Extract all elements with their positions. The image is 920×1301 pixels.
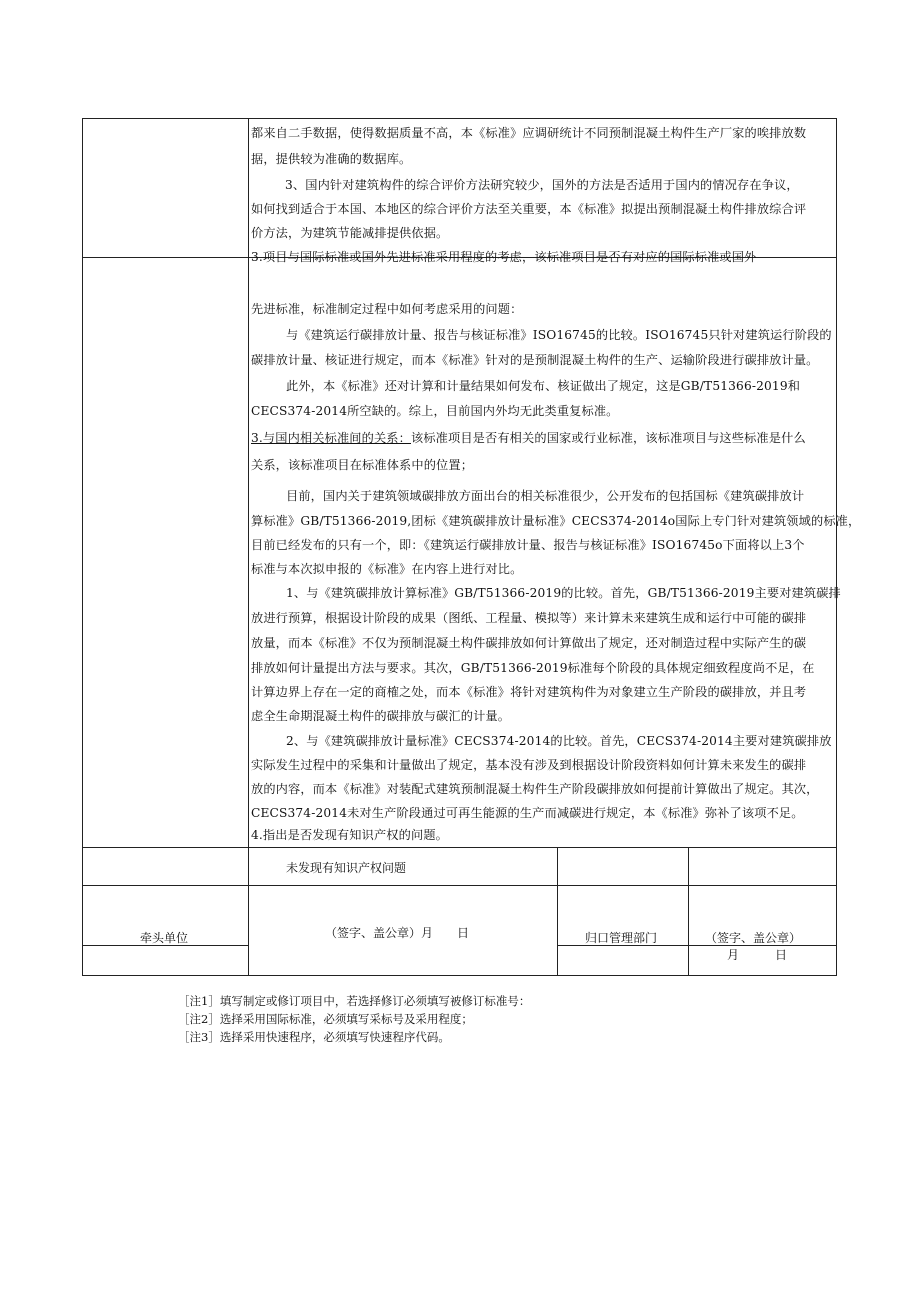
upper-line-2: 据，提供较为准确的数据库。 (251, 152, 412, 166)
domestic-relation-question: 该标准项目是否有相关的国家或行业标准，该标准项目与这些标准是什么 (410, 431, 806, 445)
domestic-relation-heading: 3.与国内相关标准间的关系： (251, 431, 411, 445)
lead-unit-sign-date: （签字、盖公章）月 日 (325, 926, 470, 940)
upper-line-4: 如何找到适合于本国、本地区的综合评价方法至关重要，本《标准》拟提出预制混凝土构件排放综合评 (251, 202, 807, 216)
main-line-10: 目前已经发布的只有一个，即：《建筑运行碳排放计量、报告与核证标准》ISO16745o下面将以上3个 (251, 538, 805, 552)
main-line-15: 排放如何计量提出方法与要求。其次，GB/T51366-2019标准每个阶段的具体规定细致程度尚不足，在 (251, 661, 815, 675)
main-line-19: 实际发生过程中的采集和计量做出了规定，基本没有涉及到根据设计阶段资料如何计算未来发生的碳排 (251, 758, 807, 772)
main-line-22: 4.指出是否发现有知识产权的问题。 (251, 828, 448, 842)
main-line-9: 算标准》GB/T51366-2019,团标《建筑碳排放计量标准》CECS374-2014o国际上专门针对建筑领域的标准， (251, 514, 861, 528)
main-line-4: 此外，本《标准》还对计算和计量结果如何发布、核证做出了规定，这是GB/T51366-2019和 (286, 379, 801, 393)
upper-line-3: 3、国内针对建筑构件的综合评价方法研究较少，国外的方法是否适用于国内的情况存在争议， (285, 178, 799, 192)
upper-line-1: 都来自二手数据，使得数据质量不高，本《标准》应调研统计不同预制混凝土构件生产厂家的唉排放数 (251, 126, 807, 140)
main-line-21: CECS374-2014未对生产阶段通过可再生能源的生产而减碳进行规定，本《标准》弥补了该项不足。 (251, 806, 804, 820)
ip-result-text: 未发现有知识产权问题 (286, 861, 407, 875)
upper-line-6-cut: 3.项目与国际标准或国外先进标准采用程度的考虑，该标准项目是否有对应的国际标准或国外 (251, 250, 757, 264)
main-line-3: 碳排放计量、核证进行规定，而本《标准》针对的是预制混凝土构件的生产、运输阶段进行碳排放计量。 (251, 353, 819, 367)
main-line-11: 标准与本次拟申报的《标准》在内容上进行对比。 (251, 562, 523, 576)
note-2: ［注2］选择采用国际标准，必须填写采标号及采用程度； (178, 1012, 473, 1026)
main-line-18: 2、与《建筑碳排放计量标准》CECS374-2014的比较。首先，CECS374-2014主要对建筑碳排放 (286, 734, 832, 748)
dept-label: 归口管理部门 (585, 931, 658, 945)
note-3: ［注3］选择采用快速程序，必须填写快速程序代码。 (178, 1030, 450, 1044)
main-line-5: CECS374-2014所空缺的。综上，目前国内外均无此类重复标准。 (251, 404, 619, 418)
note-1: ［注1］填写制定或修订项目中，若选择修订必须填写被修订标准号： (178, 994, 531, 1008)
main-line-17: 虑全生命期混凝土构件的碳排放与碳汇的计量。 (251, 709, 511, 723)
row-divider-3 (82, 885, 837, 886)
row-divider-2 (82, 847, 837, 848)
main-line-13: 放进行预算，根据设计阶段的成果（图纸、工程量、模拟等）来计算未来建筑生成和运行中可能的碳排 (251, 611, 807, 625)
main-line-16: 计算边界上存在一定的商榷之处，而本《标准》将针对建筑构件为对象建立生产阶段的碳排放，并且考 (251, 685, 807, 699)
upper-text-block (250, 122, 836, 264)
col-divider-dept-sign (688, 847, 689, 976)
dept-sign: （签字、盖公章） (705, 931, 802, 945)
lead-unit-label: 牵头单位 (140, 931, 189, 945)
main-line-1: 先进标准，标准制定过程中如何考虑采用的问题： (251, 302, 523, 316)
main-line-2: 与《建筑运行碳排放计量、报告与核证标准》ISO16745的比较。ISO16745只针对建筑运行阶段的 (286, 328, 832, 342)
main-line-14: 放量，而本《标准》不仅为预制混凝土构件碳排放如何计算做出了规定，还对制造过程中实际产生的碳 (251, 636, 807, 650)
dept-date: 月 日 (727, 948, 788, 962)
main-line-8: 目前，国内关于建筑领域碳排放方面出台的相关标准很少，公开发布的包括国标《建筑碳排放计 (286, 489, 805, 503)
main-line-6 (251, 430, 806, 447)
upper-line-5: 价方法，为建筑节能减排提供依据。 (251, 226, 449, 240)
main-line-7: 关系，该标准项目在标准体系中的位置； (251, 458, 474, 472)
table-top-border (82, 118, 837, 119)
main-line-12: 1、与《建筑碳排放计算标准》GB/T51366-2019的比较。首先，GB/T51366-2019主要对建筑碳排 (286, 586, 841, 600)
main-line-20: 放的内容，而本《标准》对装配式建筑预制混凝土构件生产阶段碳排放如何提前计算做出了规定。其次， (251, 782, 819, 796)
table-bottom-border (82, 975, 837, 976)
col-divider-dept-label (557, 847, 558, 976)
